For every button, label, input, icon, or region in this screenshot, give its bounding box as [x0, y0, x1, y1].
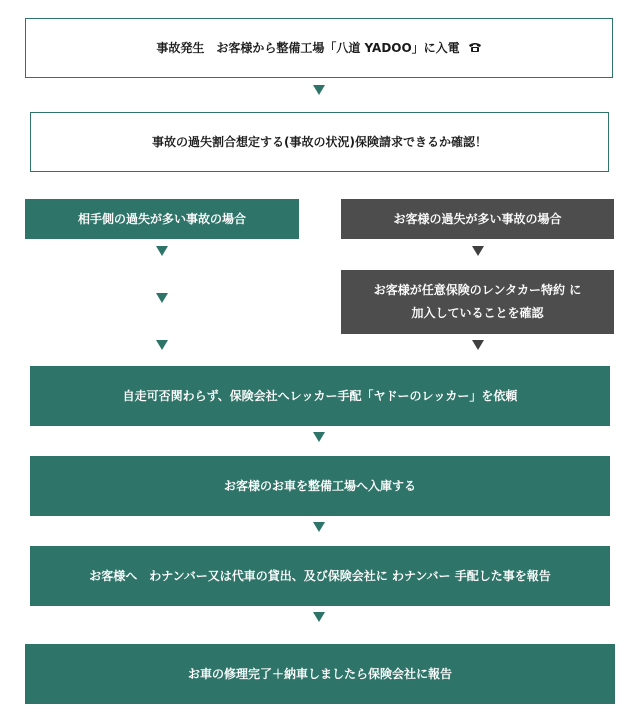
step-label-incident: 事故発生 お客様から整備工場「八道 YADOO」に入電: [156, 40, 460, 55]
flow-arrow-down: [313, 612, 325, 622]
flow-arrow-down: [156, 246, 168, 256]
flow-arrow-down: [313, 432, 325, 442]
step-label-tow-request: 自走可否関わらず、保険会社へレッカー手配「ヤドーのレッカー」を依頼: [122, 388, 518, 403]
step-label-replacement-car: お客様へ わナンバー又は代車の貸出、及び保険会社に わナンバー 手配した事を報告: [89, 568, 551, 583]
step-box-replacement-car: [30, 546, 610, 606]
flow-arrow-down: [156, 293, 168, 303]
step-box-garage-entry: [30, 456, 610, 516]
step-label-garage-entry: お客様のお車を整備工場へ入庫する: [223, 478, 416, 493]
step-box-fault-check: [30, 112, 609, 172]
flow-arrow-down: [313, 85, 325, 95]
flow-arrow-down: [156, 340, 168, 350]
branch-box-customer-fault: [341, 199, 614, 239]
flow-arrow-down: [472, 340, 484, 350]
step-box-repair-complete: [25, 644, 615, 704]
step-box-incident: [25, 18, 613, 78]
branch-label-other-party-fault: 相手側の過失が多い事故の場合: [77, 211, 246, 226]
branch-label-rental-special: お客様が任意保険のレンタカー特約 に 加入していることを確認: [373, 283, 582, 320]
flow-arrow-down: [472, 246, 484, 256]
step-label-repair-complete: お車の修理完了＋納車しましたら保険会社に報告: [187, 666, 452, 681]
phone-icon: [468, 37, 482, 60]
branch-box-rental-special: [341, 270, 614, 334]
branch-label-customer-fault: お客様の過失が多い事故の場合: [393, 211, 562, 226]
step-label-fault-check: 事故の過失割合想定する(事故の状況)保険請求できるか確認！: [152, 134, 487, 149]
branch-box-other-party-fault: [25, 199, 299, 239]
step-box-tow-request: [30, 366, 610, 426]
flow-arrow-down: [313, 522, 325, 532]
